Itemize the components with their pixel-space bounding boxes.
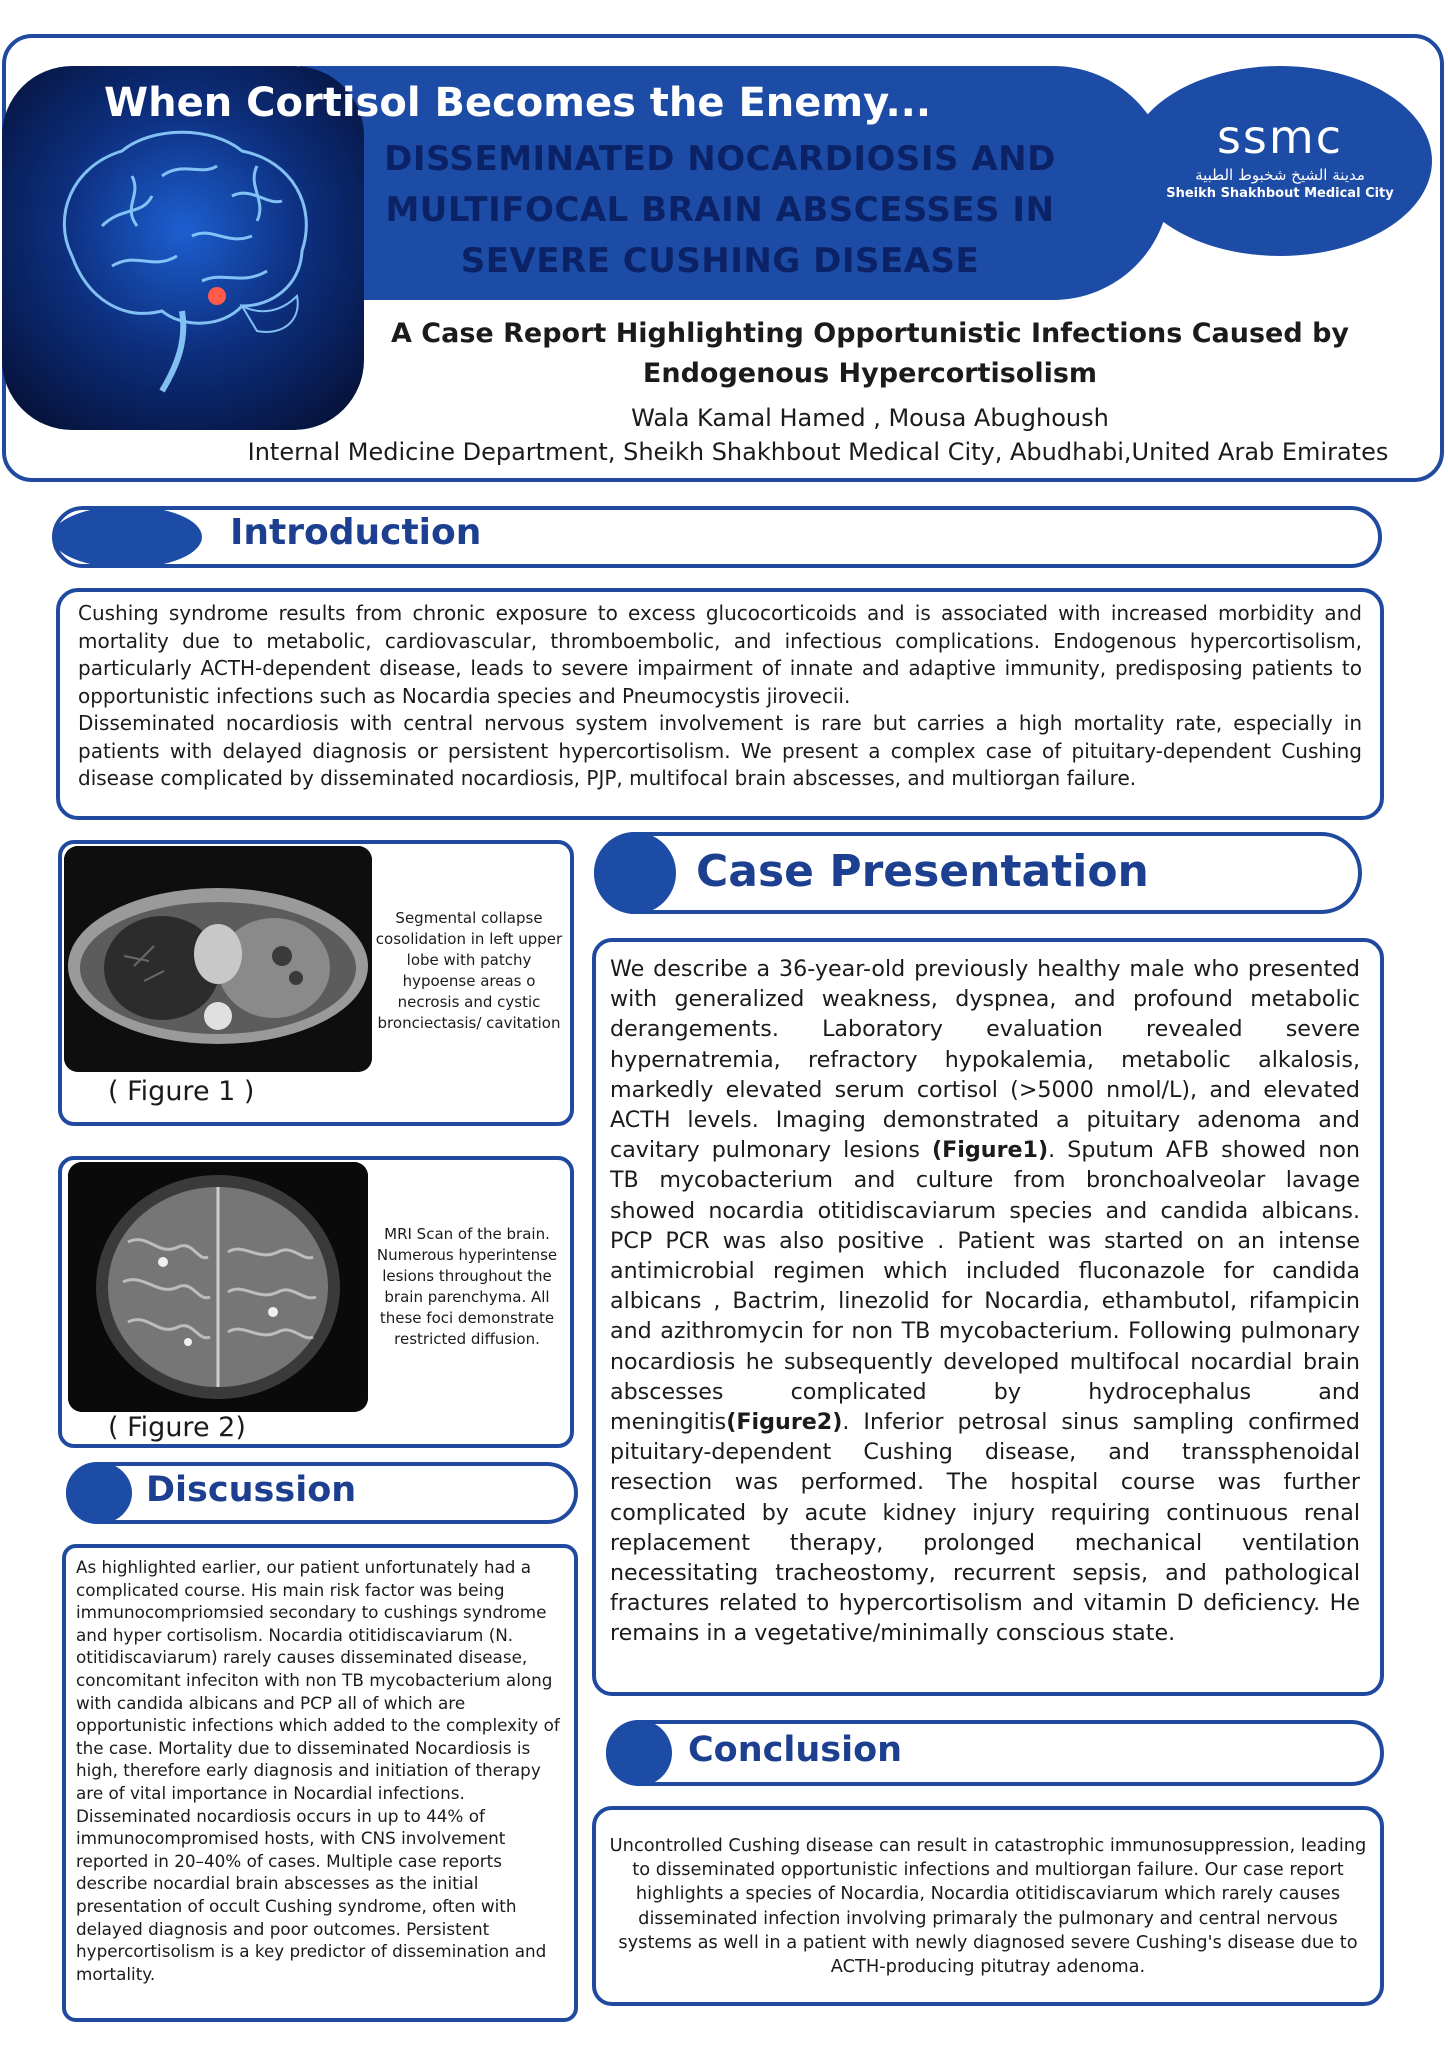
case-text-part: . Inferior petrosal sinus sampling confirmed pituitary-dependent Cushing disease, and transsphenoidal resection was performed. The hospital course was further complicated by acute kidney injury requiring continuous renal replacement therapy, prolonged mechanical ventilation necessitating tracheostomy, recurrent sepsis, and pathological fractures related to hypercortisolism and vitamin D deficiency. He remains in a vegetative/minimally conscious state. <box>610 1409 1360 1647</box>
case-text-part: We describe a 36-year-old previously healthy male who presented with generalized weakness, dyspnea, and profound metabolic derangements. Laboratory evaluation revealed severe hypernatremia, refractory hypokalemia, metabolic alkalosis, markedly elevated serum cortisol (>5000 nmol/L), and elevated ACTH levels. Imaging demonstrated a pituitary adenoma and cavitary pulmonary lesions <box>610 956 1360 1164</box>
figure2-mri-image <box>68 1162 368 1412</box>
case-presentation-blob <box>594 832 676 914</box>
discussion-blob <box>66 1462 132 1524</box>
case-presentation-title: Case Presentation <box>696 846 1149 897</box>
ct-scan-icon <box>64 846 372 1072</box>
figure2-label: ( Figure 2) <box>108 1412 246 1443</box>
introduction-paragraph: Disseminated nocardiosis with central nervous system involvement is rare but carries a high mortality rate, especially in patients with delayed diagnosis or persistent hypercortisolism. We present a complex case of pituitary-dependent Cushing disease complicated by disseminated nocardiosis, PJP, multifocal brain abscesses, and multiorgan failure. <box>78 711 1362 790</box>
case-presentation-text <box>610 954 1360 1649</box>
discussion-paragraph: Disseminated nocardiosis occurs in up to 44% of immunocompromised hosts, with CNS involvement reported in 20–40% of cases. Multiple case reports describe nocardial brain abscesses as the initial presentation of occult Cushing syndrome, often with delayed diagnosis and poor outcomes. Persistent hypercortisolism is a key predictor of dissemination and mortality. <box>76 1805 547 1984</box>
case-text-part: . Sputum AFB showed non TB mycobacterium and culture from bronchoalveolar lavage showed nocardia otitidiscaviarum species and candida albicans. PCP PCR was also positive . Patient was started on an intense antimicrobial regimen which included fluconazole for candida albicans , Bactrim, linezolid for Nocardia, ethambutol, rifampicin and azithromycin for non TB mycobacterium. Following pulmonary nocardiosis he subsequently developed multifocal nocardial brain abscesses complicated by hydrocephalus and meningitis <box>610 1137 1360 1436</box>
discussion-title: Discussion <box>146 1470 357 1510</box>
case-presentation-box <box>592 938 1384 1696</box>
discussion-box <box>62 1544 578 2022</box>
introduction-paragraph: Cushing syndrome results from chronic exposure to excess glucocorticoids and is associated with increased morbidity and mortality due to metabolic, cardiovascular, thromboembolic, and infectious complications. Endogenous hypercortisolism, particularly ACTH-dependent disease, leads to severe impairment of innate and adaptive immunity, predisposing patients to opportunistic infections such as Nocardia species and Pneumocystis jirovecii. <box>78 601 1362 708</box>
affiliation: Internal Medicine Department, Sheikh Shakhbout Medical City, Abudhabi,United Arab Emirates <box>247 438 1389 466</box>
lesion-marker-icon <box>208 287 226 305</box>
figure1-label: ( Figure 1 ) <box>108 1076 255 1107</box>
logo-arabic: مدينة الشيخ شخبوط الطبية <box>1195 166 1365 184</box>
discussion-paragraph: As highlighted earlier, our patient unfortunately had a complicated course. His main risk factor was being immunocompriomsied secondary to cushings syndrome and hyper cortisolism. Nocardia otitidiscaviarum (N. otitidiscaviarum) rarely causes disseminated disease, concomitant infeciton with non TB mycobacterium along with candida albicans and PCP all of which are opportunistic infections which added to the complexity of the case. Mortality due to disseminated Nocardiosis is high, therefore early diagnosis and initiation of therapy are of vital importance in Nocardial infections. <box>76 1557 560 1803</box>
logo-mark: ssmc <box>1216 110 1344 164</box>
conclusion-text: Uncontrolled Cushing disease can result in catastrophic immunosuppression, leading to disseminated opportunistic infections and multiorgan failure. Our case report highlights a species of Nocardia, Nocardia otitidiscaviarum which rarely causes disseminated infection involving primaraly the pulmonary and central nervous systems as well in a patient with newly diagnosed severe Cushing's disease due to ACTH-producing pitutray adenoma. <box>609 1835 1367 1978</box>
ssmc-logo <box>1128 110 1432 201</box>
conclusion-blob <box>606 1720 672 1786</box>
introduction-title: Introduction <box>230 512 482 553</box>
figure1-reference: (Figure1) <box>931 1137 1049 1164</box>
figure1-caption: Segmental collapse cosolidation in left upper lobe with patchy hypoense areas o necrosis and cystic bronciectasis/ cavitation <box>375 909 563 1032</box>
poster-title <box>340 134 1100 287</box>
figure1-ct-image <box>64 846 372 1072</box>
introduction-box <box>56 588 1384 820</box>
subtitle-line: A Case Report Highlighting Opportunistic Infections Caused by <box>390 318 1350 349</box>
subtitle-line: Endogenous Hypercortisolism <box>642 358 1098 389</box>
poster-tagline: When Cortisol Becomes the Enemy... <box>104 80 932 126</box>
figure2-reference: (Figure2) <box>726 1409 843 1436</box>
authors: Wala Kamal Hamed , Mousa Abughoush <box>631 404 1109 432</box>
title-line: SEVERE CUSHING DISEASE <box>460 241 980 281</box>
conclusion-box <box>592 1806 1384 2006</box>
mri-scan-icon <box>68 1162 368 1412</box>
conclusion-title: Conclusion <box>688 1730 903 1770</box>
poster-subtitle <box>370 314 1370 394</box>
title-line: DISSEMINATED NOCARDIOSIS AND <box>384 139 1056 179</box>
logo-english: Sheikh Shakhbout Medical City <box>1166 186 1394 201</box>
title-line: MULTIFOCAL BRAIN ABSCESSES IN <box>385 190 1055 230</box>
figure2-caption: MRI Scan of the brain. Numerous hyperintense lesions throughout the brain parenchyma. All these foci demonstrate restricted diffusion. <box>376 1225 558 1348</box>
introduction-blob <box>52 506 202 568</box>
